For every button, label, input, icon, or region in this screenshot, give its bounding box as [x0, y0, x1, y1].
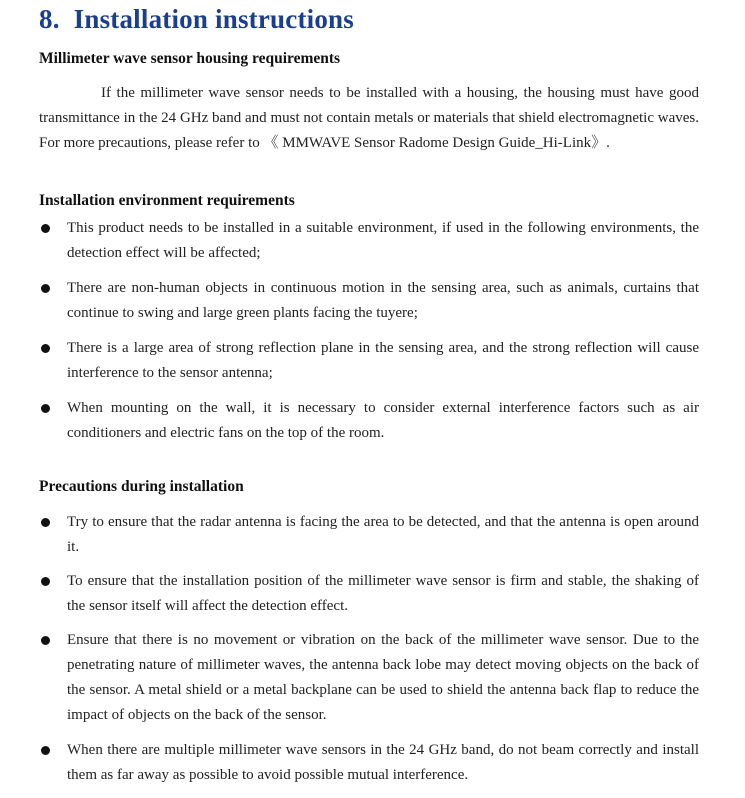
precautions-item [39, 628, 699, 728]
precautions-item-text: Ensure that there is no movement or vibration on the back of the millimeter wave sensor. Due to the penetrating nature of millimeter waves, the antenna back lobe may detect moving objects on the back of the sensor. A metal shield or a metal backplane can be used to shield the antenna back flap to reduce the impact of objects on the back of the sensor. [67, 632, 699, 723]
housing-heading: Millimeter wave sensor housing requirements [39, 50, 341, 67]
page-title [39, 4, 354, 35]
bullet-icon [41, 344, 50, 353]
environment-item [39, 216, 699, 266]
environment-item-text: This product needs to be installed in a suitable environment, if used in the following environments, the detection effect will be affected; [67, 220, 699, 261]
environment-item-text: There is a large area of strong reflection plane in the sensing area, and the strong reflection will cause interference to the sensor antenna; [67, 340, 699, 381]
environment-item [39, 276, 699, 326]
precautions-heading: Precautions during installation [39, 478, 244, 495]
housing-paragraph: If the millimeter wave sensor needs to be installed with a housing, the housing must have good transmittance in the 24 GHz band and must not contain metals or materials that shield electromagnetic waves. For more precautions, please refer to 《 MMWAVE Sensor Radome Design Guide_Hi-Link》. [39, 85, 699, 151]
environment-item [39, 396, 699, 446]
bullet-icon [41, 284, 50, 293]
bullet-icon [41, 746, 50, 755]
environment-item-text: There are non-human objects in continuous motion in the sensing area, such as animals, curtains that continue to swing and large green plants facing the tuyere; [67, 280, 699, 321]
bullet-icon [41, 518, 50, 527]
section-title-text: Installation instructions [73, 4, 354, 34]
bullet-icon [41, 636, 50, 645]
environment-item [39, 336, 699, 386]
precautions-item [39, 510, 699, 560]
section-number: 8. [39, 4, 60, 34]
bullet-icon [41, 577, 50, 586]
environment-item-text: When mounting on the wall, it is necessary to consider external interference factors such as air conditioners and electric fans on the top of the room. [67, 400, 699, 441]
precautions-item-text: When there are multiple millimeter wave sensors in the 24 GHz band, do not beam correctly and install them as far away as possible to avoid possible mutual interference. [67, 742, 699, 783]
precautions-item [39, 738, 699, 788]
precautions-item [39, 569, 699, 619]
precautions-item-text: Try to ensure that the radar antenna is facing the area to be detected, and that the antenna is open around it. [67, 514, 699, 555]
environment-heading: Installation environment requirements [39, 192, 295, 209]
bullet-icon [41, 224, 50, 233]
precautions-item-text: To ensure that the installation position of the millimeter wave sensor is firm and stable, the shaking of the sensor itself will affect the detection effect. [67, 573, 699, 614]
bullet-icon [41, 404, 50, 413]
